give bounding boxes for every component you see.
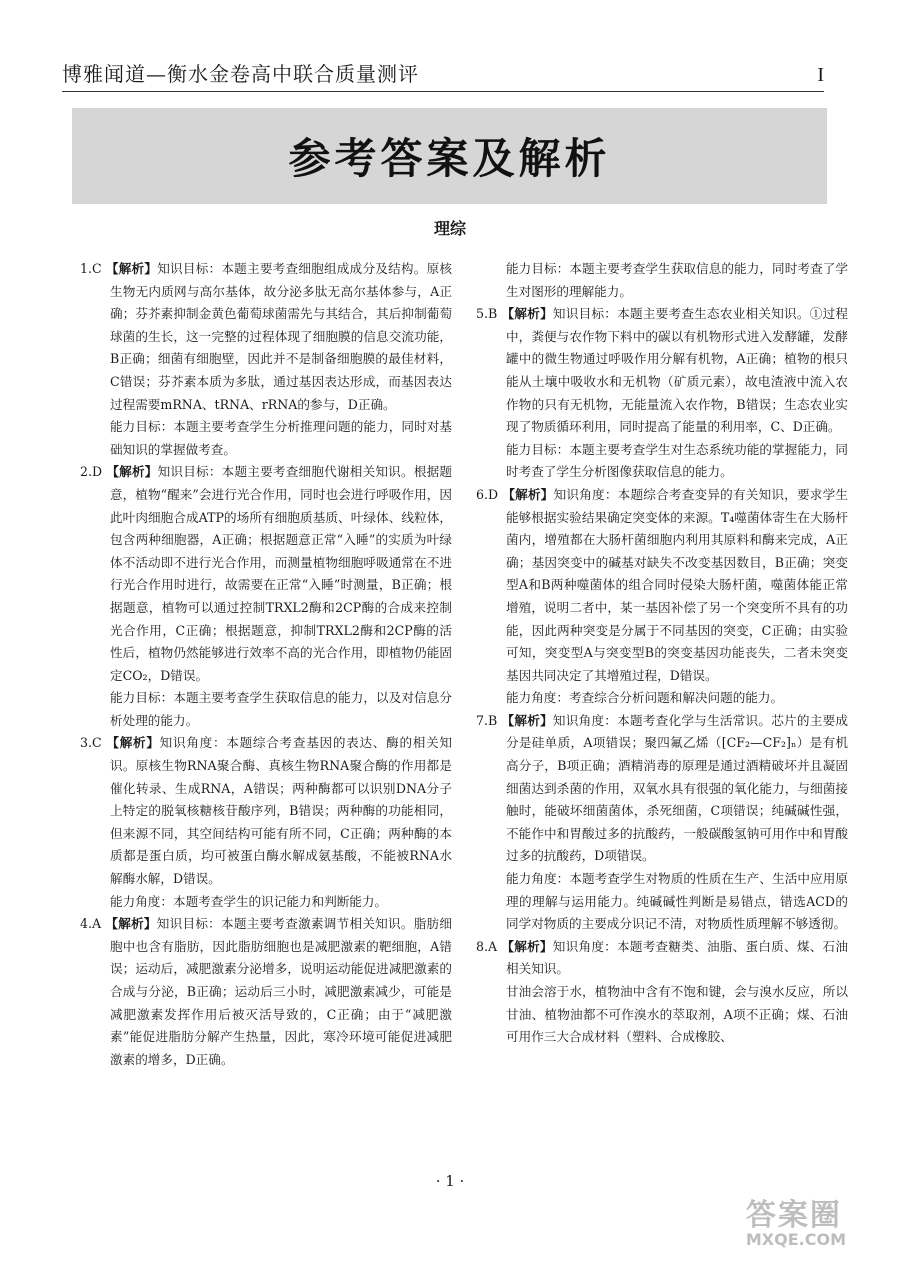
analysis-tag: 【解析】	[501, 306, 553, 322]
ability-note: 甘油会溶于水，植物油中含有不饱和键，会与溴水反应，所以甘油、植物油都不可作溴水的萃取剂，A项不正确；煤、石油可用作三大合成材料（塑料、合成橡胶、	[506, 984, 848, 1045]
subject-heading: 理综	[433, 219, 466, 238]
ability-note: 能力角度：本题考查学生对物质的性质在生产、生活中应用原理的理解与运用能力。纯碱碱性判断是易错点，错选ACD的同学对物质的主要成分识记不清，对物质性质理解不够透彻。	[506, 871, 848, 932]
answer-item	[80, 258, 452, 416]
answer-number: 8.A	[476, 938, 498, 954]
answer-item	[476, 710, 848, 868]
analysis-tag: 【解析】	[501, 938, 553, 954]
watermark-sub: MXQE.COM	[745, 1230, 846, 1249]
ability-note: 能力目标：本题主要考查学生对生态系统功能的掌握能力，同时考查了学生分析图像获取信息的能力。	[506, 441, 848, 480]
ability-note: 能力角度：考查综合分析问题和解决问题的能力。	[506, 690, 784, 706]
watermark-logo	[746, 1190, 870, 1249]
page-title: 参考答案及解析	[288, 134, 611, 183]
answer-number: 4.A	[80, 916, 102, 932]
ability-note: 能力目标：本题主要考查学生获取信息的能力，以及对信息分析处理的能力。	[110, 690, 452, 728]
answer-number: 6.D	[476, 486, 499, 502]
ability-note: 能力目标：本题主要考查学生获取信息的能力，同时考查了学生对图形的理解能力。	[506, 261, 848, 299]
answer-item	[476, 936, 848, 981]
answer-item	[80, 913, 452, 1071]
answer-text: 知识角度：本题综合考查基因的表达、酶的相关知识。原核生物RNA聚合酶、真核生物RNA聚合酶的作用都是催化转录、生成RNA，A错误；两种酶都可以识别DNA分子上特定的脱氧核糖核苷酸序列，B错误；两种酶的功能相同，但来源不同，其空间结构可能有所不同，C正确；两种酶的本质都是蛋白质，均可被蛋白酶水解成氨基酸，不能被RNA水解酶水解，D错误。	[110, 735, 452, 887]
answer-number: 3.C	[80, 735, 102, 751]
header-title: 博雅闻道—衡水金卷高中联合质量测评	[62, 62, 419, 86]
analysis-tag: 【解析】	[501, 712, 553, 728]
title-banner	[72, 108, 827, 204]
answer-number: 7.B	[476, 712, 498, 728]
analysis-tag: 【解析】	[106, 735, 160, 751]
answer-text: 知识角度：本题考查化学与生活常识。芯片的主要成分是硅单质，A项错误；聚四氟乙烯（[CF₂—CF₂]ₙ）是有机高分子，B项正确；酒精消毒的原理是通过酒精破坏并且凝固细菌达到杀菌的作用，双氧水具有很强的氧化能力，与细菌接触时，能破坏细菌菌体，杀死细菌，C项错误；纯碱碱性强，不能作中和胃酸过多的抗酸药，一般碳酸氢钠可用作中和胃酸过多的抗酸药，D项错误。	[506, 712, 849, 864]
page-header	[62, 58, 824, 92]
page-number: · 1 ·	[435, 1172, 465, 1190]
right-column	[476, 258, 848, 1049]
answer-item	[80, 732, 452, 890]
watermark-main: 答案圈	[745, 1198, 842, 1233]
answer-item	[80, 461, 452, 687]
answer-item	[476, 484, 848, 687]
header-mark: I	[817, 64, 824, 86]
answer-number: 5.B	[476, 306, 498, 322]
answer-number: 2.D	[80, 464, 103, 480]
answer-text: 知识角度：本题考查糖类、油脂、蛋白质、煤、石油相关知识。	[506, 938, 849, 977]
ability-note: 能力角度：本题考查学生的识记能力和判断能力。	[110, 893, 388, 909]
analysis-tag: 【解析】	[105, 916, 157, 932]
left-column	[80, 258, 452, 1071]
analysis-tag: 【解析】	[106, 464, 158, 480]
ability-note: 能力目标：本题主要考查学生分析推理问题的能力，同时对基础知识的掌握做考查。	[110, 419, 452, 457]
analysis-tag: 【解析】	[105, 261, 158, 276]
answer-text: 知识目标：本题主要考查细胞组成成分及结构。原核生物无内质网与高尔基体，故分泌多肽无高尔基体参与，A正确；芬芥素抑制金黄色葡萄球菌需先与其结合，其后抑制葡萄球菌的生长，这一完整的过程体现了细胞膜的信息交流功能，B正确；细菌有细胞壁，因此并不是制备细胞膜的最佳材料，C错误；芬芥素本质为多肽，通过基因表达形成，而基因表达过程需要mRNA、tRNA、rRNA的参与，D正确。	[110, 261, 453, 412]
analysis-tag: 【解析】	[502, 486, 554, 502]
answer-text: 知识角度：本题综合考查变异的有关知识，要求学生能够根据实验结果确定突变体的来源。T₄噬菌体寄生在大肠杆菌内，增殖都在大肠杆菌细胞内利用其原料和酶来完成，A正确；基因突变中的碱基对缺失不改变基因数目，B正确；突变型A和B两种噬菌体的组合同时侵染大肠杆菌，噬菌体能正常增殖，说明二者中，某一基因补偿了另一个突变所不具有的功能，因此两种突变是分属于不同基因的突变，C正确；由实验可知，突变型A与突变型B的突变基因功能丧失，二者未突变基因共同决定了其增殖过程，D错误。	[506, 486, 849, 683]
answer-text: 知识目标：本题主要考查激素调节相关知识。脂肪细胞中也含有脂肪，因此脂肪细胞也是减肥激素的靶细胞，A错误；运动后，减肥激素分泌增多，说明运动能促进减肥激素的合成与分泌，B正确；运动后三小时，减肥激素减少，可能是减肥激素发挥作用后被灭活导致的，C正确；由于“减肥激素”能促进脂肪分解产生热量，因此，寒冷环境可能促进减肥激素的增多，D正确。	[110, 916, 453, 1067]
answer-text: 知识目标：本题主要考查细胞代谢相关知识。根据题意，植物“醒来”会进行光合作用，同时也会进行呼吸作用，因此叶肉细胞合成ATP的场所有细胞质基质、叶绿体、线粒体，包含两种细胞器，A正确；根据题意正常“入睡”的实质为叶绿体不活动即不进行光合作用，而测量植物细胞呼吸通常在不进行光合作用时进行，故需要在正常“入睡”时测量，B正确；根据题意，植物可以通过控制TRXL2酶和2CP酶的合成来控制光合作用，C正确；根据题意，抑制TRXL2酶和2CP酶的活性后，植物仍然能够进行效率不高的光合作用，即植物仍能固定CO₂，D错误。	[110, 464, 453, 683]
answer-number: 1.C	[80, 261, 102, 276]
answer-text: 知识目标：本题主要考查生态农业相关知识。①过程中，粪便与农作物下料中的碳以有机物形式进入发酵罐，发酵罐中的微生物通过呼吸作用分解有机物，A正确；植物的根只能从土壤中吸收水和无机物（矿质元素），故电渣液中流入农作物的只有无机物，无能量流入农作物，B错误；生态农业实现了物质循环利用，同时提高了能量的利用率，C、D正确。	[506, 306, 849, 435]
answer-item	[476, 303, 848, 439]
